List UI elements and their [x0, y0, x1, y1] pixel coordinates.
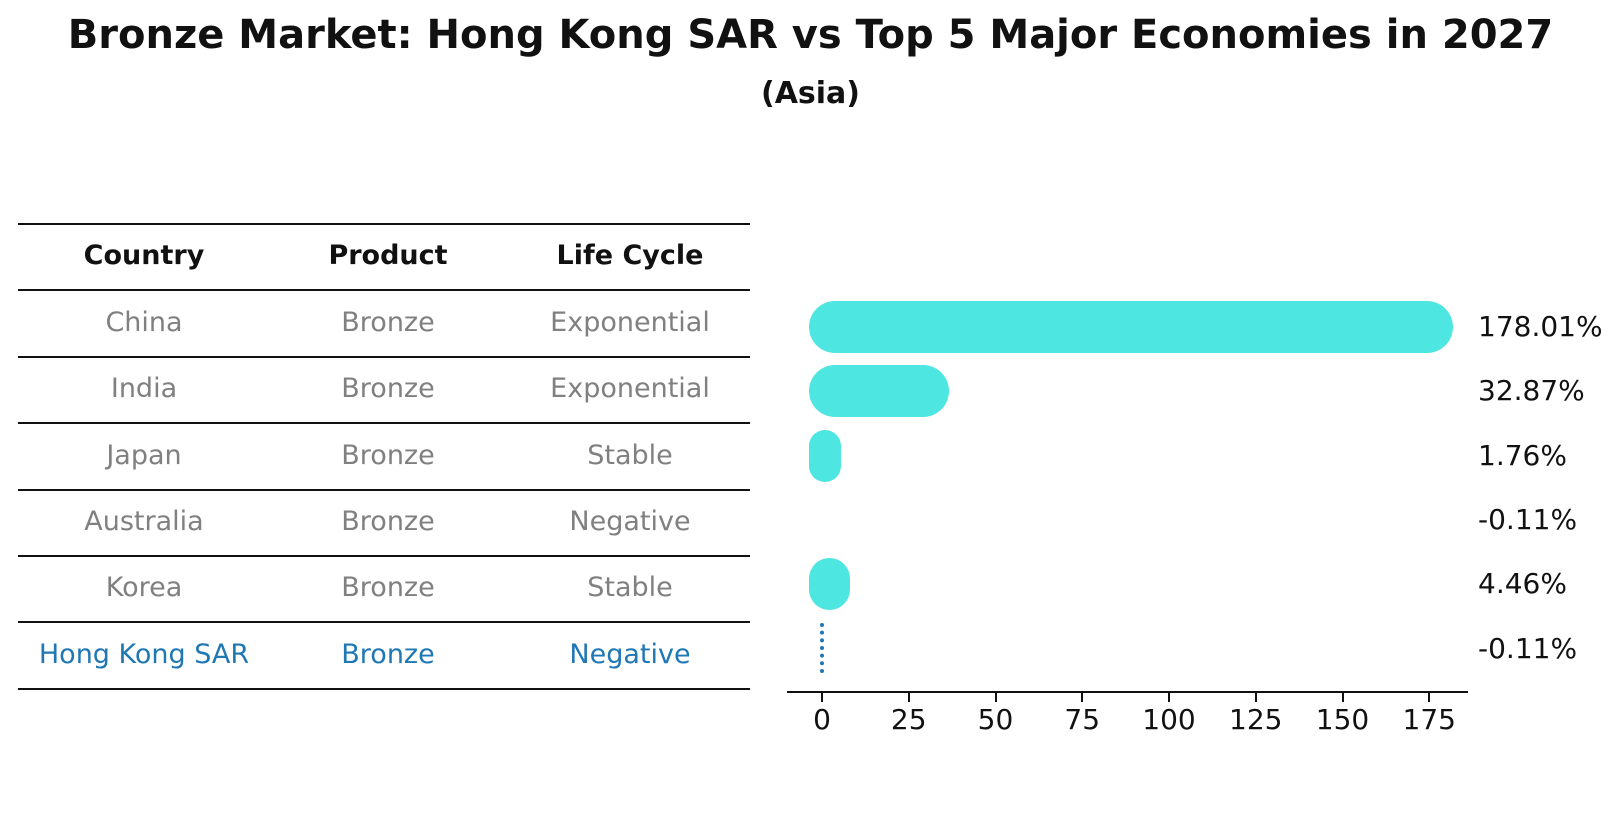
- product-cell: Bronze: [341, 439, 435, 471]
- x-axis-tick-label: 175: [1402, 703, 1456, 736]
- x-axis-tick: [1081, 693, 1083, 702]
- country-cell: Australia: [84, 506, 204, 537]
- column-header-country: Country: [83, 240, 205, 271]
- life-cycle-cell: Negative: [569, 506, 691, 537]
- x-axis-line: [787, 691, 1468, 693]
- value-label-india: 32.87%: [1478, 374, 1585, 408]
- value-label-japan: 1.76%: [1478, 438, 1567, 472]
- table-rule-line: [18, 422, 750, 424]
- table-rule-line: [18, 356, 750, 358]
- x-axis-tick-label: 125: [1229, 703, 1283, 736]
- table-rule-line: [18, 223, 750, 225]
- product-cell: Bronze: [341, 506, 435, 537]
- chart-title: Bronze Market: Hong Kong SAR vs Top 5 Major Economies in 2027: [67, 12, 1554, 58]
- table-rule-line: [18, 489, 750, 491]
- bar-korea: [809, 558, 850, 610]
- value-label-china: 178.01%: [1478, 310, 1603, 343]
- product-cell: Bronze: [341, 306, 435, 338]
- country-cell: Japan: [106, 439, 182, 471]
- country-cell: China: [105, 306, 183, 338]
- x-axis-tick-label: 75: [1064, 703, 1101, 736]
- bar-china: [809, 301, 1453, 353]
- table-rule-line: [18, 688, 750, 690]
- x-axis-tick-label: 150: [1315, 703, 1370, 736]
- highlight-marker-line: [820, 623, 824, 673]
- product-cell: Bronze: [341, 373, 435, 404]
- x-axis-tick: [821, 693, 823, 702]
- life-cycle-cell: Stable: [587, 439, 673, 471]
- x-axis-tick-label: 0: [813, 703, 831, 736]
- product-cell: Bronze: [341, 638, 435, 670]
- table-rule-line: [18, 555, 750, 557]
- chart-subtitle: (Asia): [760, 76, 861, 111]
- bar-india: [809, 365, 949, 417]
- x-axis-tick: [995, 693, 997, 702]
- x-axis-tick: [1255, 693, 1257, 702]
- life-cycle-cell: Exponential: [550, 306, 710, 338]
- country-cell: Hong Kong SAR: [38, 638, 250, 670]
- table-rule-line: [18, 621, 750, 623]
- table-rule-line: [18, 289, 750, 291]
- country-cell: India: [110, 373, 178, 404]
- column-header-life_cycle: Life Cycle: [556, 240, 704, 271]
- x-axis-tick: [1342, 693, 1344, 702]
- x-axis-tick: [908, 693, 910, 702]
- product-cell: Bronze: [341, 572, 435, 603]
- life-cycle-cell: Stable: [587, 572, 673, 603]
- x-axis-tick: [1168, 693, 1170, 702]
- column-header-product: Product: [328, 240, 448, 271]
- x-axis-tick: [1428, 693, 1430, 702]
- life-cycle-cell: Exponential: [550, 373, 710, 404]
- value-label-hong-kong-sar: -0.11%: [1478, 631, 1578, 665]
- x-axis-tick-label: 100: [1142, 703, 1196, 736]
- x-axis-tick-label: 50: [977, 703, 1014, 736]
- value-label-korea: 4.46%: [1478, 567, 1567, 601]
- bar-japan: [809, 430, 841, 482]
- country-cell: Korea: [105, 572, 183, 603]
- value-label-australia: -0.11%: [1478, 502, 1578, 536]
- life-cycle-cell: Negative: [569, 638, 691, 670]
- x-axis-tick-label: 25: [890, 703, 927, 736]
